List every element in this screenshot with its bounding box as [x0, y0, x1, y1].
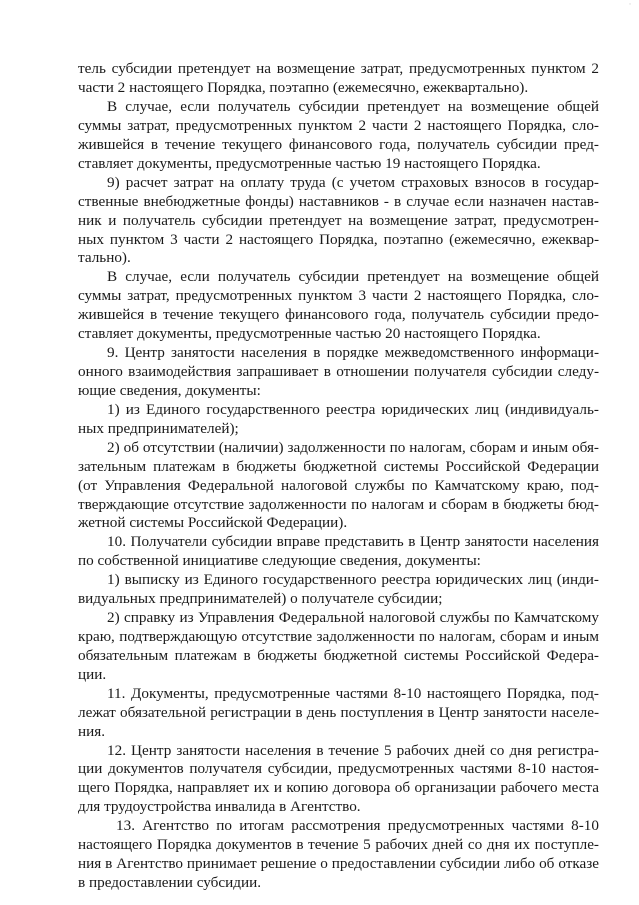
text-line: ственные внебюджетные фонды) наставников - в случае если назначен настав- — [78, 193, 599, 210]
text-line: 2) об отсутствии (наличии) задолженности по налогам, сборам и иным обя- — [107, 439, 599, 456]
text-line: настоящего Порядка документов в течение 5 рабочих дней со дня их поступле- — [78, 836, 599, 853]
text-line: суммы затрат, предусмотренных пунктом 3 части 2 настоящего Порядка, сло- — [78, 287, 599, 304]
text-line: 1) выписку из Единого государственного реестра юридических лиц (инди- — [107, 571, 599, 588]
text-line: тверждающие отсутствие задолженности по налогам и сборам в бюджеты бюд- — [78, 496, 599, 513]
text-line: В случае, если получатель субсидии претендует на возмещение общей — [107, 98, 599, 115]
text-line: жетной системы Российской Федерации). — [78, 514, 348, 531]
text-line: ции. — [78, 666, 107, 683]
text-line: тально). — [78, 249, 131, 266]
text-line: ции документов получателя субсидии, предусмотренных частями 8-10 настоя- — [78, 760, 599, 777]
text-line: тель субсидии претендует на возмещение затрат, предусмотренных пунктом 2 — [78, 60, 599, 77]
text-line: части 2 настоящего Порядка, поэтапно (ежемесячно, ежеквартально). — [78, 79, 529, 96]
text-line: В случае, если получатель субсидии претендует на возмещение общей — [107, 268, 599, 285]
text-line: ющие сведения, документы: — [78, 382, 261, 399]
text-line: суммы затрат, предусмотренных пунктом 2 части 2 настоящего Порядка, сло- — [78, 117, 599, 134]
text-line: жившейся в течение текущего финансового года, получатель субсидии пред- — [78, 136, 599, 153]
text-line: 9. Центр занятости населения в порядке межведомственного информаци- — [107, 344, 599, 361]
text-line: 2) справку из Управления Федеральной налоговой службы по Камчатскому — [107, 609, 599, 626]
text-line: по собственной инициативе следующие сведения, документы: — [78, 552, 481, 569]
text-line: (от Управления Федеральной налоговой службы по Камчатскому краю, под- — [78, 477, 599, 494]
text-line: обязательным платежам в бюджеты бюджетной системы Российской Федера- — [78, 647, 599, 664]
text-line: ставляет документы, предусмотренные частью 19 настоящего Порядка. — [78, 155, 541, 172]
text-line: для трудоустройства инвалида в Агентство. — [78, 798, 361, 815]
text-line: ния. — [78, 723, 106, 740]
corner-mark: · — [628, 0, 632, 10]
text-line: зательным платежам в бюджеты бюджетной системы Российской Федерации — [78, 458, 599, 475]
text-line: лежат обязательной регистрации в день поступления в Центр занятости населе- — [78, 704, 599, 721]
text-line: 11. Документы, предусмотренные частями 8-10 настоящего Порядка, под- — [107, 685, 599, 702]
text-line: ных пунктом 3 части 2 настоящего Порядка, поэтапно (ежемесячно, ежеквар- — [78, 231, 599, 248]
text-line: 9) расчет затрат на оплату труда (с учетом страховых взносов в государ- — [107, 174, 599, 191]
text-line: ных предпринимателей); — [78, 420, 239, 437]
text-line: щего Порядка, направляет их и копию договора об организации рабочего места — [78, 779, 599, 796]
text-line: краю, подтверждающую отсутствие задолженности по налогам, сборам и иным — [78, 628, 599, 645]
text-line: ставляет документы, предусмотренные частью 20 настоящего Порядка. — [78, 325, 541, 342]
text-line: ник и получатель субсидии претендует на возмещение затрат, предусмотрен- — [78, 212, 599, 229]
text-line: 10. Получатели субсидии вправе представить в Центр занятости населения — [107, 533, 599, 550]
text-line: онного взаимодействия запрашивает в отношении получателя субсидии следу- — [78, 363, 599, 380]
text-line: ния в Агентство принимает решение о предоставлении субсидии либо об отказе — [78, 855, 599, 872]
text-line: жившейся в течение текущего финансового года, получатель субсидии предо- — [78, 306, 599, 323]
text-line: видуальных предпринимателей) о получателе субсидии; — [78, 590, 443, 607]
text-line: в предоставлении субсидии. — [78, 874, 262, 891]
text-line: 13. Агентство по итогам рассмотрения предусмотренных частями 8-10 — [116, 817, 599, 834]
text-line: 12. Центр занятости населения в течение 5 рабочих дней со дня регистра- — [107, 742, 599, 759]
text-line: 1) из Единого государственного реестра юридических лиц (индивидуаль- — [107, 401, 599, 418]
